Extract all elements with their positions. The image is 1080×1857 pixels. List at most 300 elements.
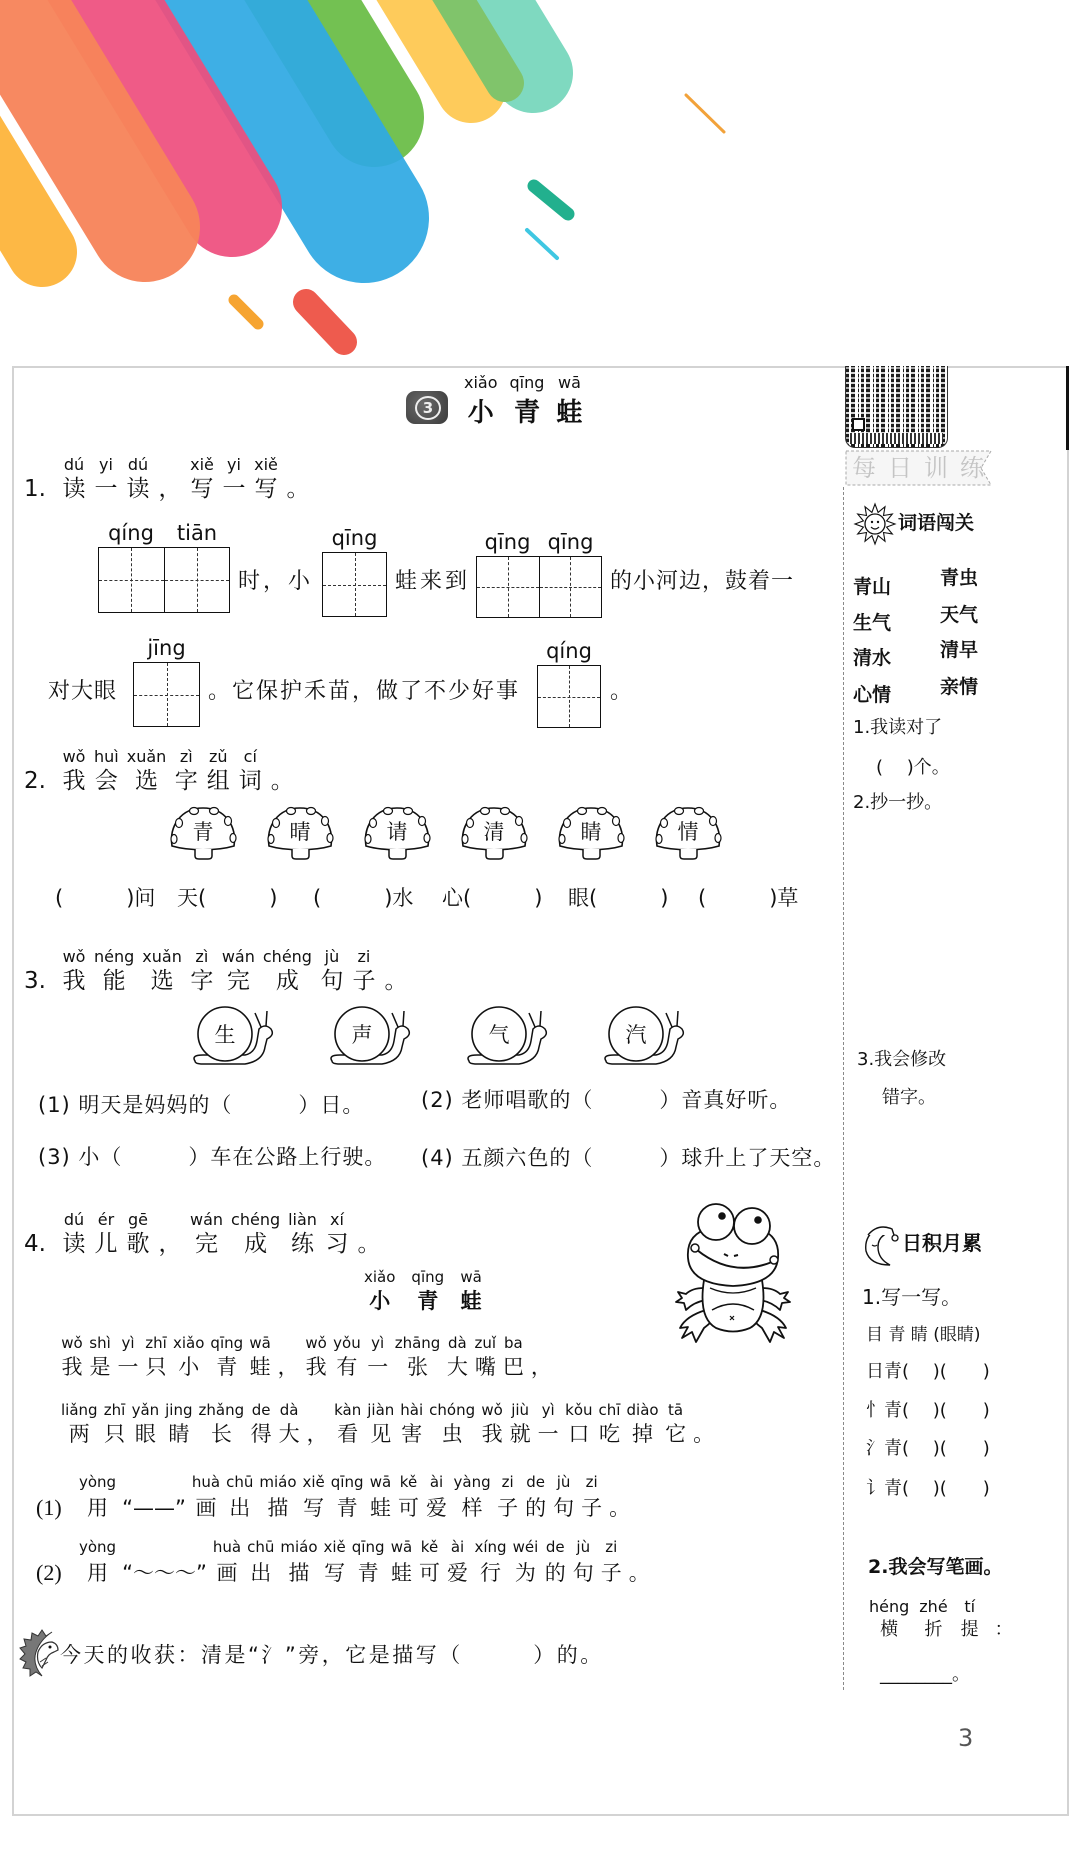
pinyin-char bbox=[403, 1267, 452, 1315]
writing-box-qing bbox=[322, 552, 387, 617]
character: 子 bbox=[600, 1561, 622, 1585]
pinyin-char bbox=[458, 372, 504, 430]
character: 有 bbox=[336, 1355, 358, 1379]
writing-box-qing2 bbox=[537, 665, 601, 728]
section2-heading bbox=[58, 747, 298, 795]
hedgehog-icon bbox=[18, 1628, 62, 1678]
snail-icon bbox=[187, 1003, 279, 1067]
pinyin: wǒ bbox=[61, 1334, 83, 1352]
pinyin-char bbox=[578, 1472, 606, 1522]
pinyin: qīng bbox=[509, 373, 545, 392]
character: 睛 bbox=[168, 1422, 190, 1446]
pinyin: tí bbox=[964, 1597, 976, 1616]
poem-line-1 bbox=[58, 1333, 555, 1381]
character: ， bbox=[158, 476, 182, 502]
pinyin-char bbox=[186, 1210, 227, 1258]
pinyin-char bbox=[129, 1400, 163, 1448]
pinyin-char bbox=[218, 947, 259, 995]
pinyin: tā bbox=[668, 1401, 684, 1419]
character: 折 bbox=[924, 1619, 943, 1640]
pinyin: yì bbox=[371, 1334, 385, 1352]
pinyin: ài bbox=[450, 1538, 465, 1556]
pinyin-char bbox=[122, 1210, 154, 1258]
mushroom-icon bbox=[458, 804, 530, 862]
sentence-fragment: 蛙来到 bbox=[395, 569, 471, 594]
pinyin-char bbox=[426, 1400, 478, 1448]
mushroom-icon bbox=[361, 804, 433, 862]
pinyin: xuǎn bbox=[142, 947, 182, 966]
character: 。 bbox=[286, 476, 310, 502]
character: 为 bbox=[514, 1561, 536, 1585]
character: 只 bbox=[145, 1355, 167, 1379]
pinyin: chéng bbox=[231, 1210, 281, 1229]
pinyin: qīng bbox=[331, 526, 378, 550]
pinyin-char bbox=[76, 1472, 119, 1522]
character: 张 bbox=[407, 1355, 428, 1379]
box-cell bbox=[538, 666, 600, 727]
pinyin: zi bbox=[357, 947, 371, 966]
vocab-word: 心情 bbox=[853, 684, 892, 706]
mushroom-character: 晴 bbox=[289, 820, 311, 844]
character: 口 bbox=[568, 1422, 590, 1446]
character: 。 bbox=[357, 1231, 381, 1257]
pinyin-char bbox=[527, 1333, 555, 1381]
character: 小 bbox=[369, 1289, 391, 1313]
character: 我 bbox=[62, 968, 86, 994]
section4-heading bbox=[58, 1210, 385, 1258]
character: 用 bbox=[87, 1496, 109, 1520]
pinyin: chóng bbox=[429, 1401, 476, 1419]
character: 成 bbox=[244, 1231, 268, 1257]
vocab-word: 天气 bbox=[940, 604, 979, 626]
character: 蛙 bbox=[370, 1496, 391, 1520]
pinyin: xiě bbox=[323, 1538, 346, 1556]
section4-number: 4. bbox=[24, 1231, 46, 1257]
character: 行 bbox=[480, 1561, 502, 1585]
write-row: 讠青( )( ) bbox=[866, 1478, 990, 1499]
pinyin: qíng bbox=[546, 639, 592, 663]
pinyin-char bbox=[170, 1333, 207, 1381]
character: 子 bbox=[352, 968, 376, 994]
pinyin: xiǎo bbox=[173, 1334, 205, 1352]
pill-red bbox=[306, 302, 344, 342]
pinyin-char bbox=[58, 1210, 90, 1258]
pinyin-char bbox=[395, 1472, 423, 1522]
pinyin: zuǐ bbox=[474, 1334, 497, 1352]
character: 画 bbox=[195, 1496, 217, 1520]
mushroom-icon bbox=[264, 804, 336, 862]
sentence-fragment: 时，小 bbox=[238, 569, 314, 594]
vocab-word: 清水 bbox=[853, 647, 892, 669]
pinyin-char bbox=[321, 1210, 353, 1258]
pinyin-char bbox=[101, 1400, 129, 1448]
character: 大 bbox=[446, 1355, 468, 1379]
pinyin-char bbox=[953, 1597, 987, 1643]
pinyin-char bbox=[90, 747, 123, 795]
snail-character: 声 bbox=[351, 1023, 373, 1047]
strokes-title: 2.我会写笔画。 bbox=[868, 1556, 1003, 1578]
write-row: 日青( )( ) bbox=[866, 1361, 990, 1382]
pinyin-char bbox=[864, 1597, 914, 1643]
character: 虫 bbox=[441, 1422, 463, 1446]
pinyin-char bbox=[388, 1537, 416, 1587]
pinyin: wā bbox=[557, 373, 581, 392]
character: 会 bbox=[94, 768, 118, 794]
mushroom-icon bbox=[555, 804, 627, 862]
pinyin: chū bbox=[247, 1538, 275, 1556]
sentence-2: (2) 老师唱歌的（ ）音真好听。 bbox=[421, 1088, 792, 1112]
pinyin-char bbox=[90, 947, 138, 995]
pinyin-char bbox=[423, 1472, 451, 1522]
pinyin: cí bbox=[243, 747, 257, 766]
pinyin-char bbox=[625, 1537, 653, 1587]
character: 组 bbox=[206, 768, 230, 794]
pinyin-char bbox=[234, 747, 266, 795]
character: 。 bbox=[693, 1422, 715, 1446]
character: 子 bbox=[497, 1496, 519, 1520]
pinyin-char bbox=[90, 455, 122, 503]
pinyin: qíng bbox=[108, 521, 154, 545]
character: 读 bbox=[62, 1231, 86, 1257]
pinyin-char bbox=[504, 372, 551, 430]
pinyin-char bbox=[275, 1400, 303, 1448]
snail-character: 汽 bbox=[625, 1023, 647, 1047]
character: ， bbox=[277, 1355, 299, 1379]
writing-box-qingtian bbox=[98, 547, 230, 613]
pinyin-char bbox=[114, 1333, 142, 1381]
pinyin: wǒ bbox=[481, 1401, 503, 1419]
pinyin: zi bbox=[585, 1473, 598, 1491]
character: 青 bbox=[336, 1496, 358, 1520]
character: 眼 bbox=[134, 1422, 156, 1446]
character: 读 bbox=[126, 476, 150, 502]
character: 蛙 bbox=[249, 1355, 271, 1379]
box-cell bbox=[540, 557, 602, 617]
character: 掉 bbox=[632, 1422, 654, 1446]
character: 描 bbox=[288, 1561, 310, 1585]
mushroom-character: 情 bbox=[677, 820, 699, 844]
decorative-banner bbox=[0, 0, 1080, 360]
pinyin-char bbox=[250, 455, 282, 503]
dash-cyan bbox=[527, 230, 557, 258]
character: 写 bbox=[324, 1561, 346, 1585]
section3-number: 3. bbox=[24, 968, 46, 994]
character: ， bbox=[530, 1355, 552, 1379]
pinyin-char bbox=[170, 747, 202, 795]
pinyin: yi bbox=[99, 455, 113, 474]
character: 我 bbox=[61, 1355, 83, 1379]
character: 蛙 bbox=[391, 1561, 412, 1585]
pinyin-char bbox=[189, 1472, 223, 1522]
pinyin: zi bbox=[501, 1473, 514, 1491]
dash-teal bbox=[534, 186, 568, 214]
pinyin: zhī bbox=[145, 1334, 167, 1352]
section1-number: 1. bbox=[24, 476, 46, 502]
character: 一 bbox=[367, 1355, 389, 1379]
mushroom-choices bbox=[167, 804, 724, 862]
pinyin-char bbox=[227, 1210, 284, 1258]
pinyin-char bbox=[138, 947, 186, 995]
character: 字 bbox=[174, 768, 198, 794]
pinyin: wā bbox=[369, 1473, 392, 1491]
pinyin: qīng bbox=[351, 1538, 385, 1556]
pinyin: zǔ bbox=[209, 747, 228, 766]
character: 。 bbox=[270, 768, 294, 794]
character: 练 bbox=[291, 1231, 315, 1257]
pinyin: yi bbox=[227, 455, 241, 474]
pinyin: gē bbox=[128, 1210, 148, 1229]
word-blank: ( )草 bbox=[698, 886, 799, 910]
character: 一 bbox=[94, 476, 118, 502]
pinyin: jiàn bbox=[367, 1401, 395, 1419]
character: 。 bbox=[384, 968, 408, 994]
pinyin: ba bbox=[503, 1334, 523, 1352]
character: 一 bbox=[537, 1422, 559, 1446]
pinyin: miáo bbox=[259, 1473, 297, 1491]
pinyin-char bbox=[444, 1537, 472, 1587]
section1-heading bbox=[58, 455, 314, 503]
pinyin: wā bbox=[249, 1334, 271, 1352]
pinyin-char bbox=[86, 1333, 114, 1381]
pinyin: jù bbox=[324, 947, 340, 966]
page-number: 3 bbox=[958, 1724, 974, 1752]
character: 选 bbox=[135, 768, 159, 794]
character: 写 bbox=[190, 476, 214, 502]
pinyin: chī bbox=[598, 1401, 621, 1419]
pinyin-char bbox=[499, 1333, 527, 1381]
pinyin-char bbox=[624, 1400, 662, 1448]
character: 句 bbox=[572, 1561, 594, 1585]
character: 横 bbox=[880, 1619, 899, 1640]
character: 爱 bbox=[426, 1496, 447, 1520]
pinyin-char bbox=[259, 947, 316, 995]
character: 的 bbox=[525, 1496, 547, 1520]
character: 。 bbox=[628, 1561, 650, 1585]
sentence-3: (3) 小（ ）车在公路上行驶。 bbox=[38, 1145, 387, 1169]
character: 。 bbox=[609, 1496, 631, 1520]
pinyin: kě bbox=[399, 1473, 418, 1491]
character: 看 bbox=[337, 1422, 359, 1446]
pinyin: néng bbox=[94, 947, 135, 966]
dash-orange bbox=[686, 95, 724, 132]
vocab-header: 词语闯关 bbox=[898, 512, 975, 534]
pinyin: xí bbox=[329, 1210, 344, 1229]
character: 描 bbox=[267, 1496, 289, 1520]
pinyin-char bbox=[367, 1472, 395, 1522]
pinyin: ài bbox=[429, 1473, 444, 1491]
character: “～～～” bbox=[122, 1561, 207, 1585]
pinyin-char bbox=[210, 1537, 244, 1587]
pinyin: de bbox=[545, 1538, 565, 1556]
pinyin-char bbox=[597, 1537, 625, 1587]
today-harvest: 今天的收获：清是“氵”旁，它是描写（ ）的。 bbox=[60, 1643, 604, 1667]
pinyin-char bbox=[328, 1472, 367, 1522]
frog-illustration bbox=[672, 1198, 794, 1352]
mushroom-icon bbox=[167, 804, 239, 862]
pinyin-char bbox=[914, 1597, 952, 1643]
mushroom-character: 请 bbox=[386, 820, 408, 844]
pinyin-char bbox=[58, 1400, 101, 1448]
poem-line-2 bbox=[58, 1400, 718, 1448]
pinyin-char bbox=[58, 747, 90, 795]
pinyin-char bbox=[122, 455, 154, 503]
pinyin: hài bbox=[400, 1401, 424, 1419]
pinyin: yòng bbox=[79, 1473, 117, 1491]
pinyin: zhǎng bbox=[198, 1401, 245, 1419]
pinyin: chéng bbox=[262, 947, 312, 966]
sentence-1: (1) 明天是妈妈的（ ）日。 bbox=[38, 1093, 365, 1117]
pinyin-char bbox=[550, 372, 588, 430]
pinyin-char bbox=[331, 1400, 364, 1448]
pinyin-char bbox=[987, 1597, 1021, 1643]
character: 选 bbox=[150, 968, 174, 994]
pinyin-char bbox=[90, 1210, 122, 1258]
pinyin: dú bbox=[63, 1210, 85, 1229]
pinyin-char bbox=[443, 1333, 471, 1381]
pinyin-char bbox=[662, 1400, 690, 1448]
character: 青 bbox=[357, 1561, 379, 1585]
moon-icon bbox=[860, 1221, 900, 1267]
character: 小 bbox=[178, 1355, 200, 1379]
pinyin: xiě bbox=[190, 455, 214, 474]
character: 它 bbox=[665, 1422, 687, 1446]
pinyin: zhī bbox=[103, 1401, 126, 1419]
accumulate-header: 日积月累 bbox=[902, 1231, 982, 1255]
sidebar-divider bbox=[843, 487, 844, 1690]
stroke-answer-blank: ________。 bbox=[880, 1664, 970, 1685]
mushroom-character: 睛 bbox=[580, 820, 602, 844]
pinyin-char bbox=[478, 1400, 506, 1448]
pinyin-char bbox=[119, 1537, 210, 1587]
pinyin: xíng bbox=[474, 1538, 507, 1556]
character: 的 bbox=[544, 1561, 566, 1585]
box-cell bbox=[477, 557, 540, 617]
character: 写 bbox=[303, 1496, 325, 1520]
pinyin-char bbox=[330, 1333, 364, 1381]
snail-character: 生 bbox=[214, 1023, 236, 1047]
pinyin-char bbox=[266, 747, 298, 795]
pinyin: xiě bbox=[254, 455, 278, 474]
lesson-number-badge bbox=[406, 391, 448, 424]
snail-character: 气 bbox=[488, 1023, 510, 1047]
pill-orange bbox=[234, 300, 258, 324]
pinyin: wéi bbox=[512, 1538, 539, 1556]
pinyin-char bbox=[274, 1333, 302, 1381]
pinyin-char bbox=[300, 1472, 328, 1522]
box-cell bbox=[165, 548, 230, 612]
pinyin-char bbox=[202, 747, 234, 795]
character: 样 bbox=[461, 1496, 483, 1520]
character: 害 bbox=[401, 1422, 423, 1446]
character: 巴 bbox=[502, 1355, 524, 1379]
character: 一 bbox=[222, 476, 246, 502]
character: 青 bbox=[216, 1355, 238, 1379]
sentence-fragment: 对大眼 bbox=[48, 679, 118, 704]
lesson-number: 3 bbox=[415, 396, 441, 420]
pinyin-char bbox=[244, 1537, 277, 1587]
pinyin: tiān bbox=[176, 521, 218, 545]
pinyin: ér bbox=[97, 1210, 115, 1229]
character: ， bbox=[158, 1231, 182, 1257]
pinyin: xuǎn bbox=[126, 747, 167, 766]
word-blank: ( )水 bbox=[313, 886, 414, 910]
pinyin-char bbox=[690, 1400, 718, 1448]
character: 出 bbox=[229, 1496, 251, 1520]
pinyin-char bbox=[348, 947, 380, 995]
pinyin: xiǎo bbox=[364, 1268, 396, 1286]
pinyin: qīng bbox=[330, 1473, 364, 1491]
pinyin: zhé bbox=[919, 1597, 948, 1616]
pinyin: jiù bbox=[511, 1401, 530, 1419]
pinyin-char bbox=[510, 1537, 542, 1587]
pinyin: jù bbox=[576, 1538, 591, 1556]
poem-title bbox=[356, 1267, 490, 1315]
character: 就 bbox=[509, 1422, 531, 1446]
pinyin-char bbox=[416, 1537, 444, 1587]
character: 只 bbox=[104, 1422, 126, 1446]
pinyin: qīng bbox=[411, 1268, 445, 1286]
vocab-word: 生气 bbox=[853, 612, 892, 634]
mushroom-icon bbox=[652, 804, 724, 862]
pinyin: wǒ bbox=[62, 947, 86, 966]
pinyin-char bbox=[142, 1333, 170, 1381]
pinyin-char bbox=[196, 1400, 248, 1448]
character: 子 bbox=[581, 1496, 603, 1520]
write-row: 氵青( )( ) bbox=[866, 1438, 990, 1459]
character: 我 bbox=[481, 1422, 503, 1446]
pinyin-char bbox=[246, 1333, 274, 1381]
mushroom-character: 清 bbox=[483, 820, 505, 844]
pinyin-char bbox=[562, 1400, 595, 1448]
mushroom-character: 青 bbox=[192, 820, 214, 844]
pinyin-char bbox=[207, 1333, 246, 1381]
pinyin: zì bbox=[195, 947, 209, 966]
character: 我 bbox=[62, 768, 86, 794]
sidebar-q1-line2: ( )个。 bbox=[876, 757, 950, 778]
task2-instruction bbox=[76, 1537, 653, 1587]
character: 成 bbox=[275, 968, 299, 994]
word-blank: 眼( ) bbox=[568, 886, 669, 910]
vocab-word: 青虫 bbox=[940, 567, 979, 589]
vocab-word: 青山 bbox=[853, 576, 892, 598]
writing-box-jing bbox=[133, 662, 200, 727]
pinyin: shì bbox=[89, 1334, 111, 1352]
pinyin: zì bbox=[179, 747, 193, 766]
task1-label: (1) bbox=[36, 1495, 62, 1520]
pinyin-char bbox=[596, 1400, 624, 1448]
pinyin: wǒ bbox=[305, 1334, 327, 1352]
pinyin-char bbox=[364, 1333, 392, 1381]
pinyin: jīng bbox=[147, 636, 186, 660]
pinyin-char bbox=[58, 455, 90, 503]
sun-icon bbox=[853, 501, 897, 547]
character: 能 bbox=[102, 968, 126, 994]
ribbon-title: 每日训练 bbox=[852, 454, 996, 482]
pinyin: yǎn bbox=[131, 1401, 160, 1419]
pinyin: diào bbox=[626, 1401, 659, 1419]
word-blank: ( )问 bbox=[55, 886, 156, 910]
box-cell bbox=[99, 548, 165, 612]
pinyin-char bbox=[541, 1537, 569, 1587]
pinyin-char bbox=[284, 1210, 321, 1258]
pinyin-char bbox=[186, 947, 218, 995]
pinyin-char bbox=[506, 1400, 534, 1448]
box5-pinyin bbox=[537, 639, 601, 663]
character: 儿 bbox=[94, 1231, 118, 1257]
character: 画 bbox=[216, 1561, 238, 1585]
pinyin-char bbox=[550, 1472, 578, 1522]
strokes-row bbox=[864, 1597, 1021, 1643]
